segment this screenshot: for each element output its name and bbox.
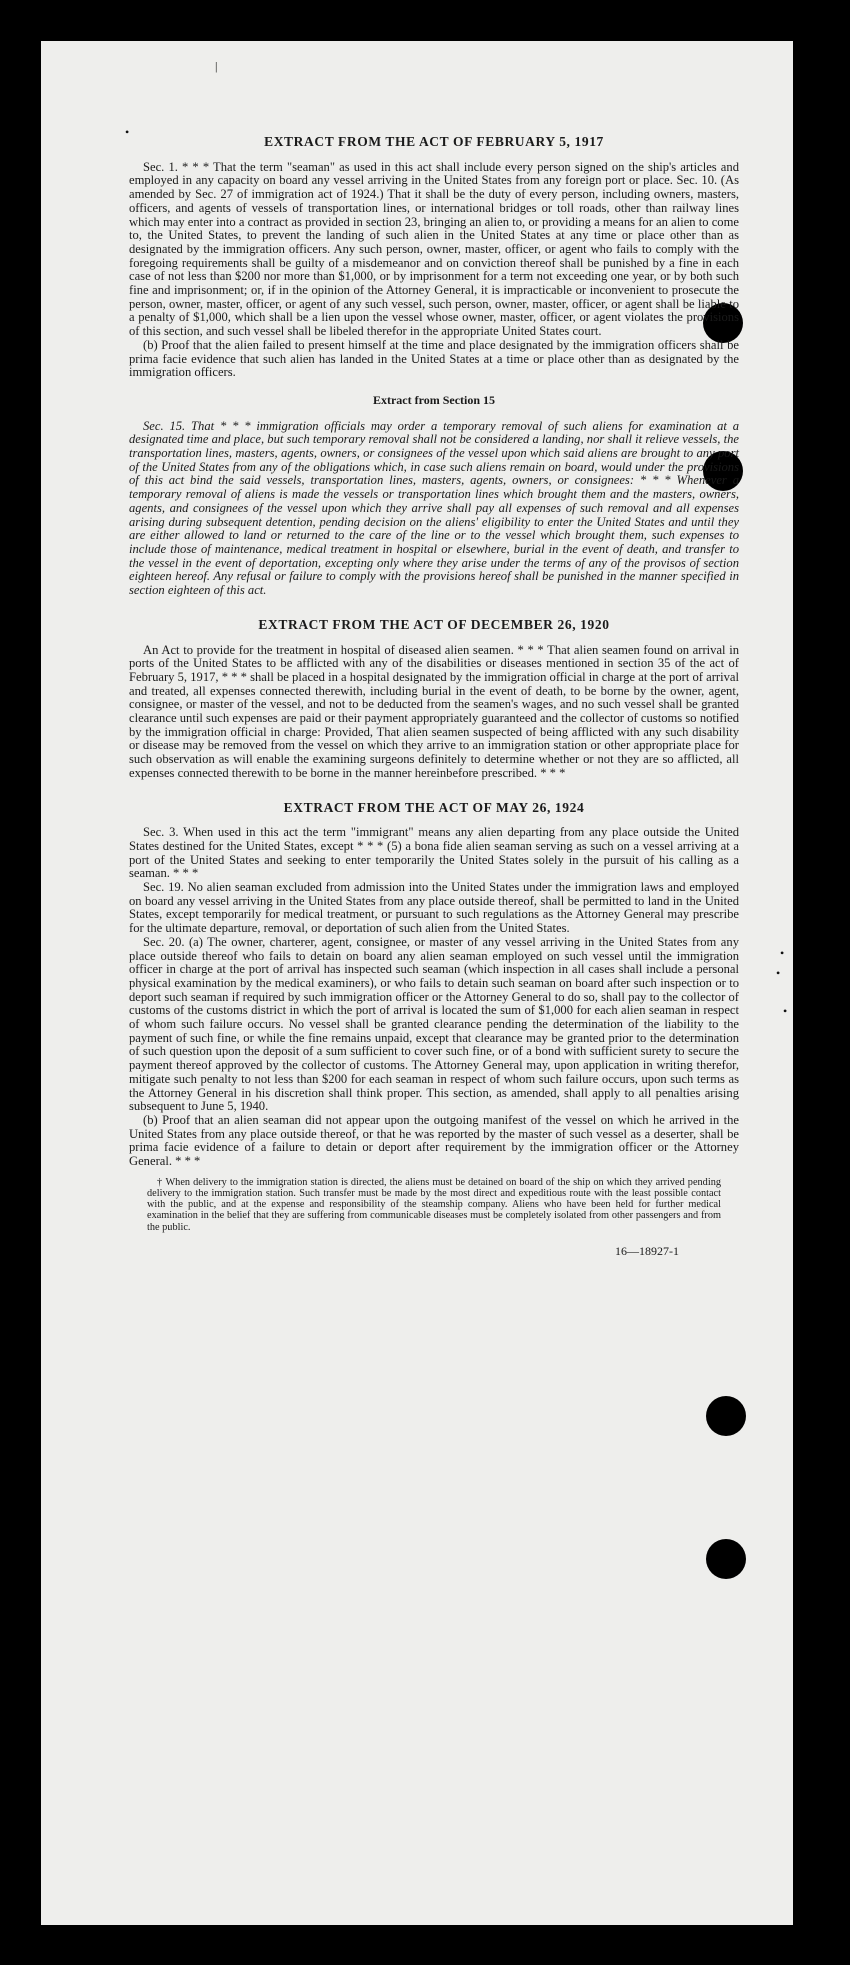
heading-act-1920: EXTRACT FROM THE ACT OF DECEMBER 26, 1920	[258, 616, 610, 632]
section-1917-text	[129, 161, 739, 380]
footnote-text: † When delivery to the immigration station is directed, the aliens must be detained on board of the ship on which they arrived pending delivery to the immigration station. Such transfer must be made by the most direct and expeditious route with the least possible contact with the public, and at the expense and responsibility of the steamship company. Aliens who have been held for further medical examination in the belief that they are suffering from communicable diseases must be completely isolated from other passengers and from the public.	[147, 1176, 721, 1233]
footnote	[129, 1177, 739, 1233]
document-body	[129, 135, 739, 1259]
punch-hole-3	[706, 1396, 746, 1436]
paragraph: (b) Proof that the alien failed to present himself at the time and place designated by the immigration officers shall be prima facie evidence that such alien has landed in the United States at a time or place other than as designated by the immigration officers.	[129, 337, 739, 380]
section-1920-text	[129, 644, 739, 781]
paragraph: (b) Proof that an alien seaman did not appear upon the outgoing manifest of the vessel on which he arrived in the United States from any place outside thereof, or that he was reported by the master of such vessel as a deserter, shall be prima facie evidence of a failure to detain or deport after requirement by the immigration officer or the Attorney General. * * *	[129, 1113, 739, 1169]
paragraph: Sec. 1. * * * That the term "seaman" as used in this act shall include every person signed on the ship's articles and employed in any capacity on board any vessel arriving in the United States from any foreign port or place. Sec. 10. (As amended by Sec. 27 of immigration act of 1924.) That it shall be the duty of every person, including owners, masters, officers, and agents of vessels of transportation lines, or international bridges or toll roads, other than railway lines which may enter into a contract as provided in section 23, bringing an alien to, or providing a means for an alien to come to, the United States, to prevent the landing of such alien in the United States at any time or place other than as designated by the immigration officers. Any such person, owner, master, officer, or agent who fails to comply with the foregoing requirements shall be guilty of a misdemeanor and on conviction thereof shall be punished by a fine in each case of not less than $200 nor more than $1,000, or by imprisonment for a term not exceeding one year, or by both such fine and imprisonment; or, if in the opinion of the Attorney General, it is impracticable or inconvenient to prosecute the person, owner, master, officer, or agent of any such vessel, such person, owner, master, officer, or agent shall be liable to a penalty of $1,000, which shall be a lien upon the vessel whose owner, master, officer, or agent violates the provisions of this section, and such vessel shall be libeled therefor in the appropriate United States court.	[129, 159, 739, 339]
paragraph: Sec. 19. No alien seaman excluded from admission into the United States under the immigration laws and employed on board any vessel arriving in the United States from any place outside thereof, shall be permitted to land in the United States, except temporarily for medical treatment, or pursuant to such regulations as the Attorney General may prescribe for the ultimate departure, removal, or deportation of such alien from the United States.	[129, 880, 739, 936]
heading-act-1917: EXTRACT FROM THE ACT OF FEBRUARY 5, 1917	[264, 134, 604, 149]
heading-act-1924: EXTRACT FROM THE ACT OF MAY 26, 1924	[283, 799, 585, 815]
margin-dot: •	[783, 1004, 788, 1018]
section-1924-text	[129, 826, 739, 1169]
paragraph: Sec. 20. (a) The owner, charterer, agent, consignee, or master of any vessel arriving in the United States from any place outside thereof who fails to detain on board any alien seaman employed on such vessel until the immigration officer in charge at the port of arrival has inspected such seaman (which inspection in all cases shall include a personal physical examination by the medical examiners), or who fails to detain such seaman on board after such inspection or to deport such seaman if required by such immigration officer or the Attorney General to do so, shall pay to the collector of customs of the customs district in which the port of arrival is located the sum of $1,000 for each alien seaman in respect of whom such failure occurs. No vessel shall be granted clearance pending the determination of the liability to the payment of such fine, or while the fine remains unpaid, except that clearance may be granted prior to the determination of such question upon the deposit of a sum sufficient to cover such fine, or of a bond with sufficient surety to secure the payment thereof approved by the collector of customs. The Attorney General may, upon application in writing therefor, mitigate such penalty to not less than $200 for each seaman in respect of whom such failure occurs, upon such terms as the Attorney General in his discretion shall think proper. This section, as amended, shall apply to all penalties arising subsequent to June 5, 1940.	[129, 934, 739, 1114]
margin-dot: •	[125, 125, 130, 139]
section-15-text	[129, 420, 739, 598]
paragraph: An Act to provide for the treatment in hospital of diseased alien seamen. * * * That alien seamen found on arrival in ports of the United States to be afflicted with any of the disabilities or diseases mentioned in section 35 of the act of February 5, 1917, * * * shall be placed in a hospital designated by the immigration official in charge at the port of arrival and treated, all expenses connected therewith, including burial in the event of death, to be borne by the owner, agent, consignee, or master of the vessel, and not to be deducted from the seamen's wages, and no such vessel shall be granted clearance until such expenses are paid or their payment appropriately guaranteed and the collector of customs so notified by the immigration official in charge: Provided, That alien seamen suspected of being afflicted with any such disability or disease may be removed from the vessel on which they arrive to an immigration station or other appropriate place for such observation as will enable the examining surgeons definitely to determine whether or not they are so afflicted, all expenses connected therewith to be borne in the manner hereinbefore prescribed. * * *	[129, 642, 739, 780]
margin-tick: |	[215, 59, 218, 73]
paragraph: Sec. 3. When used in this act the term "immigrant" means any alien departing from any place outside the United States destined for the United States, except * * * (5) a bona fide alien seaman serving as such on a vessel arriving at a port of the United States and seeking to enter temporarily the United States solely in the pursuit of his calling as a seaman. * * *	[129, 825, 739, 881]
punch-hole-4	[706, 1539, 746, 1579]
document-number: 16—18927-1	[615, 1243, 679, 1258]
document-page	[41, 41, 793, 1925]
paragraph: Sec. 15. That * * * immigration officials may order a temporary removal of such aliens for examination at a designated time and place, but such temporary removal shall not be considered a landing, nor shall it relieve vessels, the transportation lines, masters, agents, owners, or consignees of the vessel upon which said aliens are brought to any port of the United States from any of the obligations which, in case such aliens remain on board, would under the provisions of this act bind the said vessels, transportation lines, masters, agents, owners, or consignees: * * * Whenever a temporary removal of aliens is made the vessels or transportation lines which brought them and the masters, owners, agents, and consignees of the vessel upon which they arrive shall pay all expenses of such removal and all expenses arising during subsequent detention, pending decision on the aliens' eligibility to enter the United States and until they are either allowed to land or returned to the care of the line or to the vessel which brought them, such expenses to include those of maintenance, medical treatment in hospital or elsewhere, burial in the event of death, and transfer to the vessel in the event of deportation, excepting only where they arise under the terms of any of the provisos of section eighteen hereof. Any refusal or failure to comply with the provisions hereof shall be punished in the manner specified in section eighteen of this act.	[129, 418, 739, 598]
margin-dot: •	[776, 966, 781, 980]
heading-section-15: Extract from Section 15	[372, 392, 496, 407]
margin-dot: •	[780, 946, 785, 960]
